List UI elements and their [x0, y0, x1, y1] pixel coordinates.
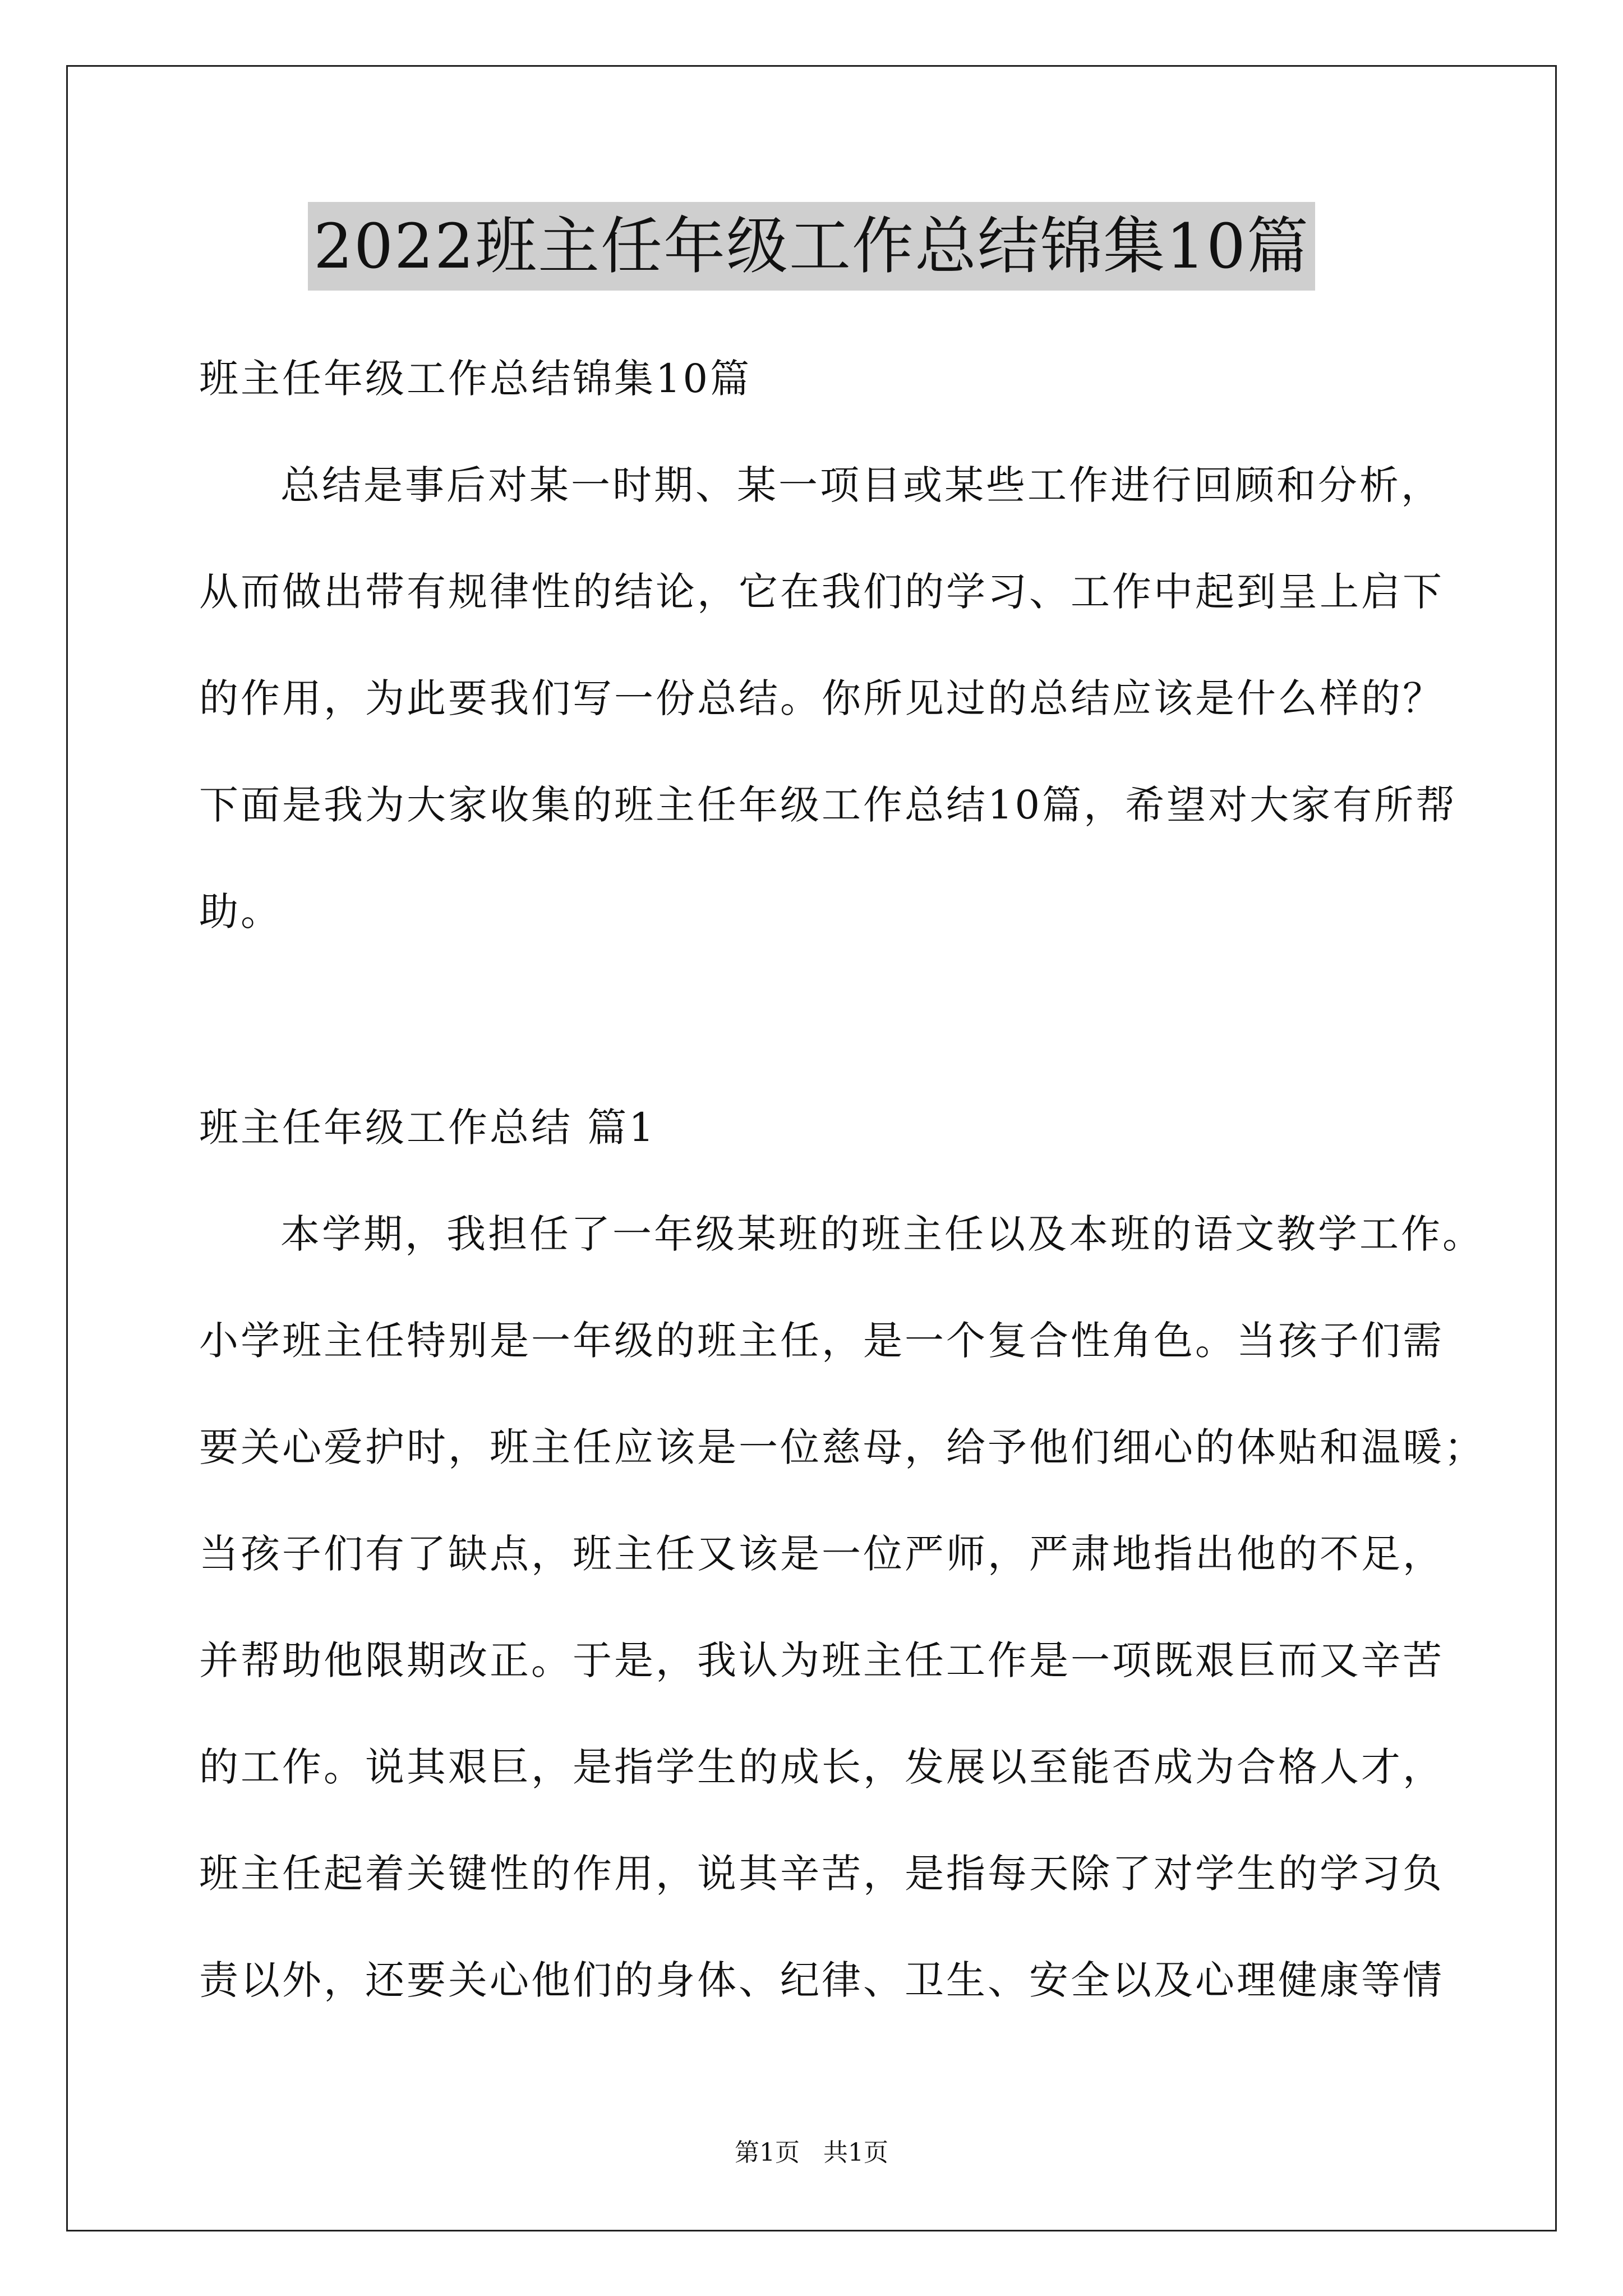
section-line: 小学班主任特别是一年级的班主任，是一个复合性角色。当孩子们需 — [199, 1318, 1444, 1364]
document-subtitle: 班主任年级工作总结锦集10篇 — [199, 356, 752, 402]
intro-line: 从而做出带有规律性的结论，它在我们的学习、工作中起到呈上启下 — [199, 569, 1444, 615]
section-line: 并帮助他限期改正。于是，我认为班主任工作是一项既艰巨而又辛苦 — [199, 1637, 1444, 1683]
section-line: 的工作。说其艰巨，是指学生的成长，发展以至能否成为合格人才， — [199, 1744, 1444, 1790]
section-line: 班主任起着关键性的作用，说其辛苦，是指每天除了对学生的学习负 — [199, 1851, 1444, 1897]
page-footer: 第1页 共1页 — [735, 2138, 888, 2167]
section-heading: 班主任年级工作总结 篇1 — [199, 1105, 656, 1151]
intro-line: 下面是我为大家收集的班主任年级工作总结10篇，希望对大家有所帮 — [199, 782, 1458, 828]
section-line: 当孩子们有了缺点，班主任又该是一位严师，严肃地指出他的不足， — [199, 1531, 1444, 1577]
intro-line: 的作用，为此要我们写一份总结。你所见过的总结应该是什么样的？ — [199, 675, 1444, 721]
section-line: 要关心爱护时，班主任应该是一位慈母，给予他们细心的体贴和温暖； — [199, 1424, 1486, 1470]
intro-line: 总结是事后对某一时期、某一项目或某些工作进行回顾和分析， — [280, 462, 1442, 508]
intro-line: 助。 — [199, 889, 282, 935]
title-container — [0, 202, 1623, 291]
section-line: 责以外，还要关心他们的身体、纪律、卫生、安全以及心理健康等情 — [199, 1957, 1444, 2003]
section-line: 本学期，我担任了一年级某班的班主任以及本班的语文教学工作。 — [280, 1211, 1484, 1257]
document-title: 2022班主任年级工作总结锦集10篇 — [308, 202, 1315, 291]
